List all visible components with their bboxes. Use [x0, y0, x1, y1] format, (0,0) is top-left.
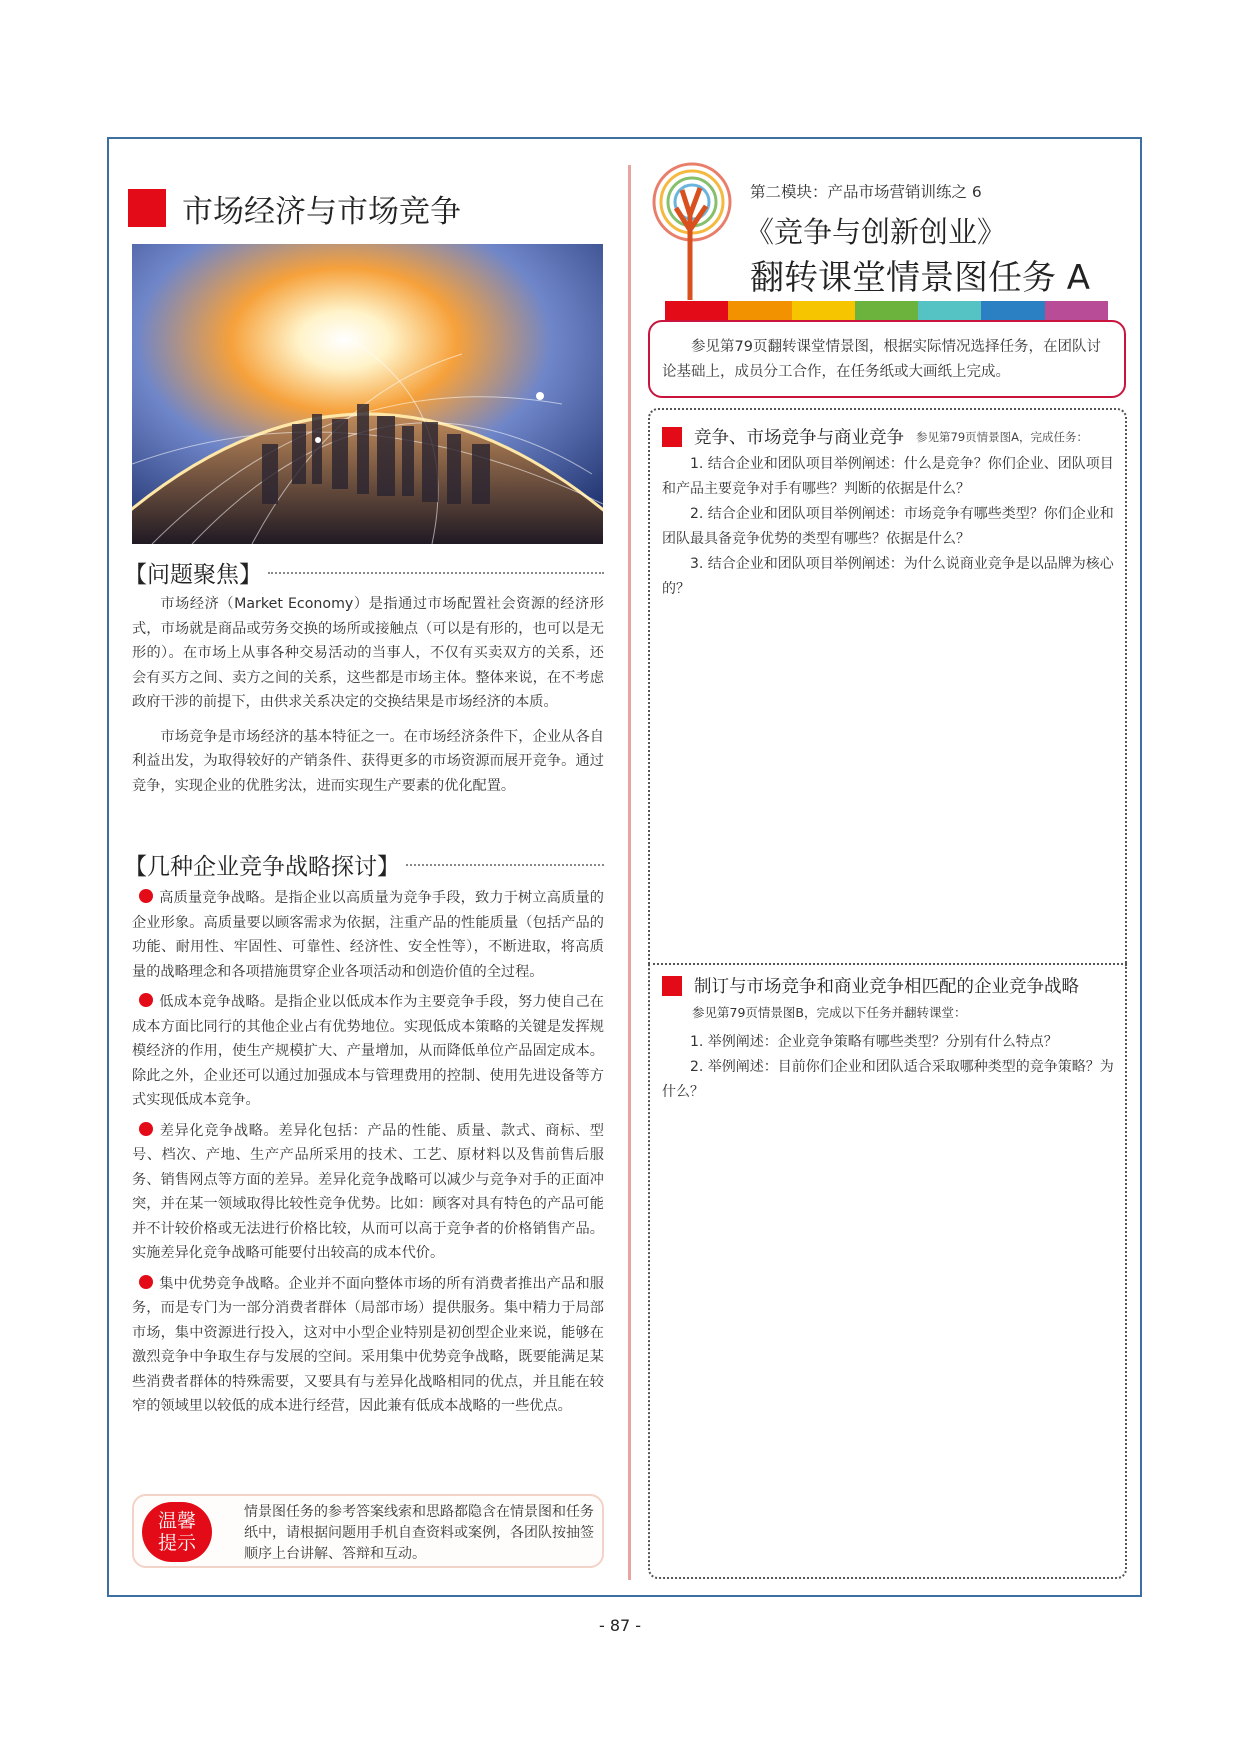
section-title	[128, 185, 608, 231]
focus-paragraph: 市场竞争是市场经济的基本特征之一。在市场经济条件下，企业从各自利益出发，为取得较好的产销条件、获得更多的市场资源而展开竞争。通过竞争，实现企业的优胜劣汰，进而实现生产要素的优化配置。	[132, 728, 604, 794]
q2-title: 制订与市场竞争和商业竞争相匹配的企业竞争战略	[694, 977, 1079, 997]
strategy-item	[132, 990, 604, 1113]
tip-badge-line: 温馨	[157, 1510, 196, 1532]
red-square-icon	[662, 427, 682, 447]
strategy-text: 差异化竞争战略。差异化包括：产品的性能、质量、款式、商标、型号、档次、产地、生产产品所采用的技术、工艺、原材料以及售前售后服务、销售网点等方面的差异。差异化竞争战略可以减少与竞争对手的正面冲突，并在某一领域取得比较性竞争优势。比如：顾客对具有特色的产品可能并不计较价格或无法进行价格比较，从而可以高于竞争者的价格销售产品。实施差异化竞争战略可能要付出较高的成本代价。	[132, 1122, 604, 1261]
tip-badge	[142, 1502, 212, 1562]
q2-heading	[662, 973, 1079, 998]
focus-text	[132, 592, 604, 798]
q2-item: 2. 举例阐述：目前你们企业和团队适合采取哪种类型的竞争策略？为什么？	[662, 1059, 1114, 1100]
column-divider	[628, 165, 631, 1580]
dotted-leader	[406, 864, 604, 866]
red-bullet-icon	[139, 1275, 153, 1289]
q1-body	[662, 452, 1114, 602]
q1-heading	[662, 424, 1088, 449]
city-globe-illustration	[132, 244, 603, 544]
task-title: 翻转课堂情景图任务 A	[750, 258, 1091, 298]
page-number: - 87 -	[598, 1616, 642, 1635]
dotted-leader	[268, 572, 604, 574]
focus-paragraph: 市场经济（Market Economy）是指通过市场配置社会资源的经济形式，市场就是商品或劳务交换的场所或接触点（可以是有形的，也可以是无形的）。在市场上从事各种交易活动的当事人，不仅有买卖双方的关系，还会有买方之间、卖方之间的关系，这些都是市场主体。整体来说，在不考虑政府干涉的前提下，由供求关系决定的交换结果是市场经济的本质。	[132, 596, 604, 710]
q1-item: 3. 结合企业和团队项目举例阐述：为什么说商业竞争是以品牌为核心的？	[662, 556, 1114, 597]
strategy-text: 集中优势竞争战略。企业并不面向整体市场的所有消费者推出产品和服务，而是专门为一部分消费者群体（局部市场）提供服务。集中精力于局部市场，集中资源进行投入，这对中小型企业特别是初创型企业来说，能够在激烈竞争中争取生存与发展的空间。采用集中优势竞争战略，既要能满足某些消费者群体的特殊需要，又要具有与差异化战略相同的优点，并且能在较窄的领域里以较低的成本进行经营，因此兼有低成本战略的一些优点。	[132, 1275, 604, 1414]
q2-subtitle: 参见第79页情景图B，完成以下任务并翻转课堂：	[692, 1005, 967, 1020]
instruction-box	[648, 320, 1126, 398]
section-title-text: 市场经济与市场竞争	[182, 193, 461, 230]
tree-logo-icon	[652, 160, 742, 300]
strategy-text: 低成本竞争战略。是指企业以低成本作为主要竞争手段，努力使自己在成本方面比同行的其他企业占有优势地位。实现低成本策略的关键是发挥规模经济的作用，使生产规模扩大、产量增加，从而降低单位产品固定成本。除此之外，企业还可以通过加强成本与管理费用的控制、使用先进设备等方式实现低成本竞争。	[132, 994, 604, 1108]
red-bullet-icon	[139, 889, 153, 903]
q1-item: 2. 结合企业和团队项目举例阐述：市场竞争有哪些类型？你们企业和团队最具备竞争优势的类型有哪些？依据是什么？	[662, 506, 1114, 547]
q1-subtitle: 参见第79页情景图A，完成任务：	[916, 429, 1088, 444]
focus-heading-text: 【问题聚焦】	[124, 562, 262, 588]
hero-image	[132, 244, 603, 544]
instruction-text: 参见第79页翻转课堂情景图，根据实际情况选择任务，在团队讨论基础上，成员分工合作，在任务纸或大画纸上完成。	[662, 339, 1101, 380]
q1-title: 竞争、市场竞争与商业竞争	[694, 428, 904, 448]
red-bullet-icon	[139, 993, 153, 1007]
strategy-item	[132, 886, 604, 984]
focus-heading	[124, 556, 604, 589]
tip-text: 情景图任务的参考答案线索和思路都隐含在情景图和任务纸中，请根据问题用手机自查资料或案例，各团队按抽签顺序上台讲解、答辩和互动。	[244, 1504, 594, 1562]
strategy-heading-text: 【几种企业竞争战略探讨】	[124, 854, 400, 880]
strategy-heading	[124, 848, 604, 881]
module-label: 第二模块：产品市场营销训练之 6	[750, 183, 982, 201]
q1-item: 1. 结合企业和团队项目举例阐述：什么是竞争？你们企业、团队项目和产品主要竞争对手有哪些？判断的依据是什么？	[662, 456, 1114, 497]
book-title: 《竞争与创新创业》	[745, 215, 1007, 249]
left-column	[128, 185, 608, 231]
strategy-text: 高质量竞争战略。是指企业以高质量为竞争手段，致力于树立高质量的企业形象。高质量要以顾客需求为依据，注重产品的性能质量（包括产品的功能、耐用性、牢固性、可靠性、经济性、安全性等），不断进取，将高质量的战略理念和各项措施贯穿企业各项活动和创造价值的全过程。	[132, 890, 604, 980]
strategy-item	[132, 1119, 604, 1266]
red-square-icon	[128, 189, 166, 227]
tip-box	[132, 1494, 604, 1568]
red-bullet-icon	[139, 1122, 153, 1136]
strategy-item	[132, 1272, 604, 1419]
tip-badge-line: 提示	[157, 1532, 196, 1554]
q2-item: 1. 举例阐述：企业竞争策略有哪些类型？分别有什么特点？	[690, 1034, 1058, 1050]
strategy-list	[132, 886, 604, 1419]
red-square-icon	[662, 976, 682, 996]
q2-body	[662, 1030, 1114, 1105]
